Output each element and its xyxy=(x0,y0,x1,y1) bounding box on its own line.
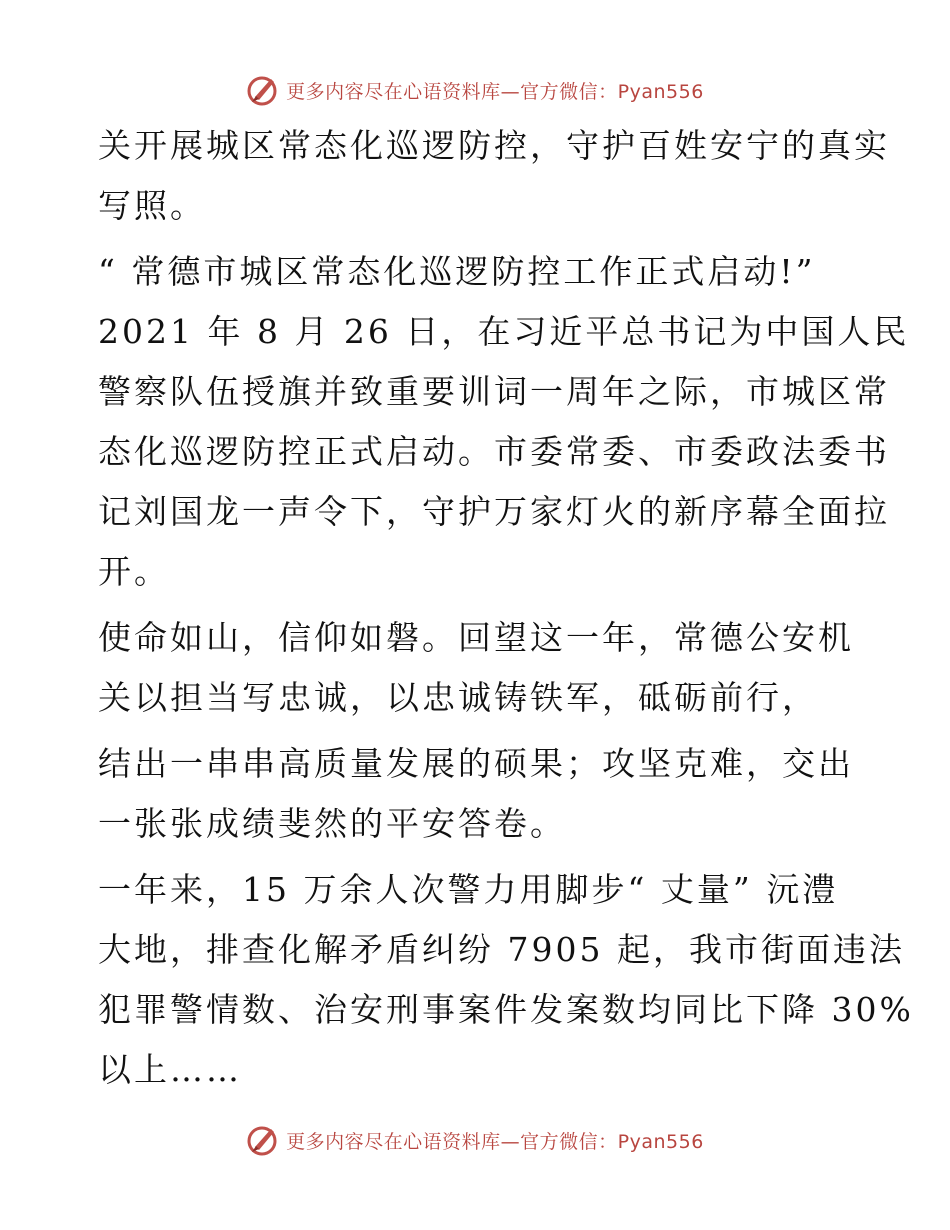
text-line: 2021 年 8 月 26 日，在习近平总书记为中国人民 xyxy=(98,312,910,351)
text-line: 使命如山，信仰如磐。回望这一年，常德公安机 xyxy=(98,618,854,657)
text-line: 记刘国龙一声令下，守护万家灯火的新序幕全面拉 xyxy=(98,492,890,531)
footer-watermark-banner xyxy=(0,1118,950,1162)
text-line: 以上…… xyxy=(98,1050,242,1089)
document-body xyxy=(98,116,914,1100)
text-line: 犯罪警情数、治安刑事案件发案数均同比下降 30% xyxy=(98,990,914,1029)
quill-logo-icon xyxy=(246,73,280,107)
text-line: “ 常德市城区常态化巡逻防控工作正式启动!” xyxy=(98,252,816,291)
text-line: 一张张成绩斐然的平安答卷。 xyxy=(98,804,566,843)
paragraph-4 xyxy=(98,734,854,854)
text-line: 态化巡逻防控正式启动。市委常委、市委政法委书 xyxy=(98,432,890,471)
text-line: 大地，排查化解矛盾纠纷 7905 起，我市街面违法 xyxy=(98,930,905,969)
paragraph-1 xyxy=(98,116,890,236)
text-line: 关开展城区常态化巡逻防控，守护百姓安宁的真实 xyxy=(98,126,890,165)
quill-logo-icon xyxy=(246,1123,280,1157)
banner-text: 更多内容尽在心语资料库—官方微信：Pyan556 xyxy=(286,1130,704,1153)
text-line: 写照。 xyxy=(98,186,206,225)
banner-text: 更多内容尽在心语资料库—官方微信：Pyan556 xyxy=(286,80,704,103)
paragraph-3 xyxy=(98,608,854,728)
paragraph-2 xyxy=(98,242,910,602)
paragraph-5 xyxy=(98,860,914,1100)
header-watermark-banner xyxy=(0,68,950,112)
text-line: 开。 xyxy=(98,552,170,591)
text-line: 一年来，15 万余人次警力用脚步“ 丈量” 沅澧 xyxy=(98,870,839,909)
text-line: 结出一串串高质量发展的硕果；攻坚克难，交出 xyxy=(98,744,854,783)
text-line: 关以担当写忠诚，以忠诚铸铁军，砥砺前行， xyxy=(98,678,818,717)
text-line: 警察队伍授旗并致重要训词一周年之际，市城区常 xyxy=(98,372,890,411)
